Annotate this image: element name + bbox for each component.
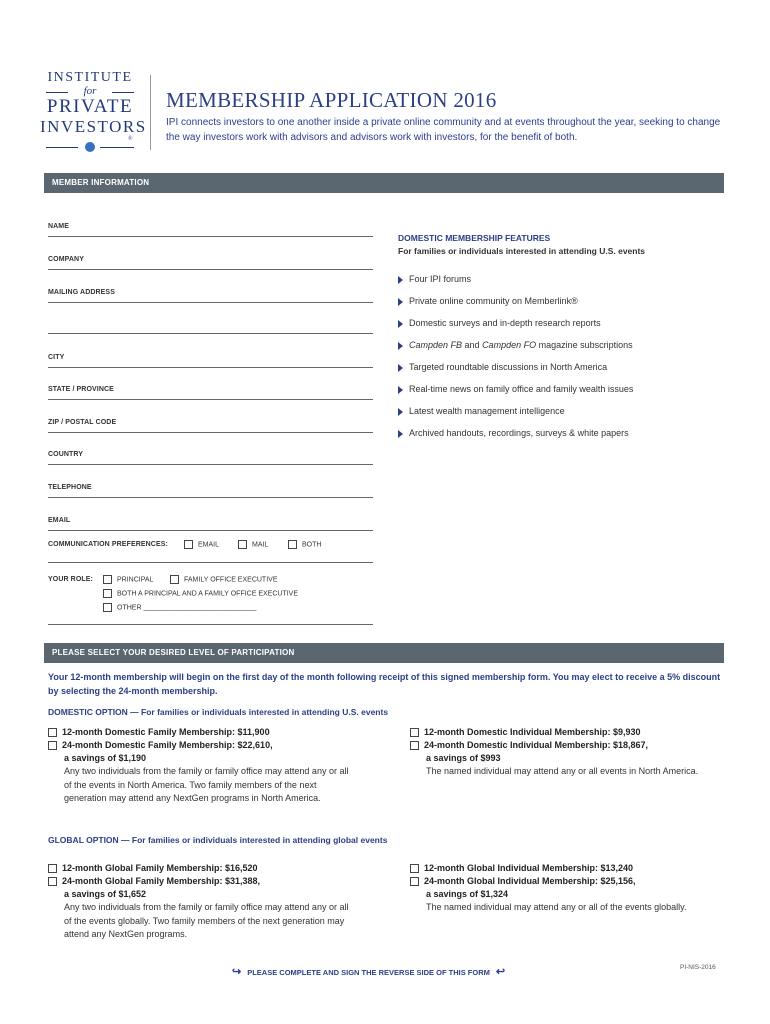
participation-intro: Your 12-month membership will begin on the first day of the month following receipt of this signed membership form. You may elect to receive a 5% discount by selecting the 24-month membership. [48, 672, 721, 696]
form-code: PI-NIS-2016 [680, 964, 716, 971]
comm-mail-option[interactable] [238, 540, 268, 549]
domestic-ind-12-option[interactable]: 12-month Domestic Individual Membership: $9,930 [410, 726, 720, 739]
country-field[interactable] [48, 452, 373, 465]
global-ind-24-option[interactable]: 24-month Global Individual Membership: $25,156, [410, 875, 720, 888]
feature-item: Domestic surveys and in-depth research reports [398, 318, 601, 328]
global-option-heading: GLOBAL OPTION — For families or individuals interested in attending global events [48, 835, 388, 845]
global-family-saving: a savings of $1,652 [64, 889, 147, 899]
triangle-bullet-icon [398, 408, 403, 416]
zip-field[interactable] [48, 420, 373, 433]
ipi-logo [40, 70, 147, 160]
logo-line-investors: INVESTORS [40, 117, 147, 136]
role-other-text: OTHER [117, 604, 142, 612]
domestic-ind-desc: The named individual may attend any or all events in North America. [426, 766, 699, 776]
role-both-text: BOTH A PRINCIPAL AND A FAMILY OFFICE EXECUTIVE [117, 590, 299, 598]
logo-rule-right [112, 92, 134, 93]
feature-item: Latest wealth management intelligence [398, 406, 565, 416]
comm-mail-text: MAIL [252, 541, 269, 549]
role-family-text: FAMILY OFFICE EXECUTIVE [184, 576, 278, 584]
triangle-bullet-icon [398, 386, 403, 394]
state-label: STATE / PROVINCE [48, 386, 114, 393]
feature-item: Four IPI forums [398, 274, 471, 284]
domestic-family-24-checkbox[interactable] [48, 741, 57, 750]
triangle-bullet-icon [398, 320, 403, 328]
role-principal-option[interactable] [103, 575, 153, 584]
email-field[interactable] [48, 518, 373, 531]
logo-line-institute: INSTITUTE [47, 70, 133, 85]
role-both-checkbox[interactable] [103, 589, 112, 598]
city-label: CITY [48, 354, 65, 361]
participation-bar: PLEASE SELECT YOUR DESIRED LEVEL OF PARTICIPATION [44, 643, 724, 663]
feature-item: Archived handouts, recordings, surveys & white papers [398, 428, 629, 438]
comm-pref-rule [48, 562, 373, 563]
global-family-12-option[interactable]: 12-month Global Family Membership: $16,520 [48, 862, 368, 875]
mailing-address-label: MAILING ADDRESS [48, 289, 115, 296]
logo-rule-left [46, 92, 68, 93]
footer-note [232, 965, 505, 978]
global-family-12-checkbox[interactable] [48, 864, 57, 873]
triangle-bullet-icon [398, 342, 403, 350]
triangle-bullet-icon [398, 430, 403, 438]
domestic-ind-24-option[interactable]: 24-month Domestic Individual Membership: $18,867, [410, 739, 720, 752]
domestic-option-heading: DOMESTIC OPTION — For families or individuals interested in attending U.S. events [48, 707, 389, 717]
comm-both-checkbox[interactable] [288, 540, 297, 549]
feature-item: Campden FB and Campden FO magazine subscriptions [398, 340, 633, 350]
role-other-option[interactable] [103, 603, 256, 612]
global-ind-desc: The named individual may attend any or all of the events globally. [426, 902, 687, 912]
global-ind-24-checkbox[interactable] [410, 877, 419, 886]
logo-line-private: PRIVATE [46, 96, 134, 117]
domestic-family-block [48, 726, 368, 806]
role-principal-text: PRINCIPAL [117, 576, 154, 584]
domestic-ind-24-checkbox[interactable] [410, 741, 419, 750]
triangle-bullet-icon [398, 364, 403, 372]
global-family-24-option[interactable]: 24-month Global Family Membership: $31,388, [48, 875, 368, 888]
role-label: YOUR ROLE: [48, 576, 93, 583]
role-principal-checkbox[interactable] [103, 575, 112, 584]
footer-text: PLEASE COMPLETE AND SIGN THE REVERSE SIDE OF THIS FORM [247, 968, 490, 977]
role-family-option[interactable] [170, 575, 277, 584]
global-family-block [48, 862, 368, 942]
page-subtitle: IPI connects investors to one another inside a private online community and at events throughout the year, seeking to change the way investors work with advisors and advisors work with investors, for the benefit of both. [166, 117, 721, 143]
logo-rule-bottom-right [100, 147, 134, 148]
company-field[interactable] [48, 257, 373, 270]
role-family-checkbox[interactable] [170, 575, 179, 584]
page-title: MEMBERSHIP APPLICATION 2016 [166, 88, 497, 112]
domestic-ind-12-checkbox[interactable] [410, 728, 419, 737]
global-ind-12-checkbox[interactable] [410, 864, 419, 873]
comm-both-option[interactable] [288, 540, 321, 549]
telephone-label: TELEPHONE [48, 484, 92, 491]
curved-arrow-right-icon: ↪ [232, 966, 242, 978]
name-label: NAME [48, 223, 70, 230]
mailing-address-line2-field[interactable] [48, 321, 373, 334]
triangle-bullet-icon [398, 298, 403, 306]
features-subheading: For families or individuals interested in attending U.S. events [398, 246, 646, 256]
comm-mail-checkbox[interactable] [238, 540, 247, 549]
telephone-field[interactable] [48, 485, 373, 498]
mailing-address-field[interactable] [48, 290, 373, 303]
domestic-family-24-option[interactable]: 24-month Domestic Family Membership: $22,610, [48, 739, 368, 752]
domestic-individual-block [410, 726, 720, 779]
features-heading: DOMESTIC MEMBERSHIP FEATURES [398, 233, 551, 243]
logo-rule-bottom-left [46, 147, 78, 148]
registered-mark: ® [128, 136, 133, 142]
triangle-bullet-icon [398, 276, 403, 284]
role-other-blank[interactable]: _____________________________ [143, 604, 257, 612]
city-field[interactable] [48, 355, 373, 368]
member-info-bar: MEMBER INFORMATION [44, 173, 724, 193]
logo-globe-icon [85, 142, 95, 152]
domestic-family-saving: a savings of $1,190 [64, 753, 147, 763]
domestic-family-12-option[interactable]: 12-month Domestic Family Membership: $11,900 [48, 726, 368, 739]
role-other-checkbox[interactable] [103, 603, 112, 612]
global-family-24-checkbox[interactable] [48, 877, 57, 886]
comm-email-text: EMAIL [198, 541, 220, 549]
domestic-ind-saving: a savings of $993 [426, 753, 501, 763]
global-ind-saving: a savings of $1,324 [426, 889, 509, 899]
curved-arrow-left-icon: ↩ [495, 966, 506, 978]
comm-pref-label: COMMUNICATION PREFERENCES: [48, 541, 168, 548]
company-label: COMPANY [48, 256, 84, 263]
header-divider [150, 75, 151, 150]
feature-item: Targeted roundtable discussions in North America [398, 362, 607, 372]
zip-label: ZIP / POSTAL CODE [48, 419, 117, 426]
email-label: EMAIL [48, 517, 71, 524]
state-field[interactable] [48, 387, 373, 400]
feature-item: Real-time news on family office and family wealth issues [398, 384, 633, 394]
role-rule [48, 624, 373, 625]
logo-line-for: for [83, 85, 97, 97]
comm-both-text: BOTH [302, 541, 322, 549]
domestic-family-desc: Any two individuals from the family or family office may attend any or all of the events in North America. Two family members of the next generation may attend any NextGen programs in North America. [64, 766, 349, 803]
global-ind-12-option[interactable]: 12-month Global Individual Membership: $13,240 [410, 862, 720, 875]
domestic-family-12-checkbox[interactable] [48, 728, 57, 737]
country-label: COUNTRY [48, 451, 84, 458]
comm-email-checkbox[interactable] [184, 540, 193, 549]
feature-item: Private online community on Memberlink® [398, 296, 578, 306]
comm-email-option[interactable] [184, 540, 219, 549]
name-field[interactable] [48, 224, 373, 237]
role-both-option[interactable] [103, 589, 298, 598]
global-family-desc: Any two individuals from the family or family office may attend any or all of the events globally. Two family members of the next generation may attend any NextGen programs. [64, 902, 349, 939]
global-individual-block [410, 862, 720, 915]
